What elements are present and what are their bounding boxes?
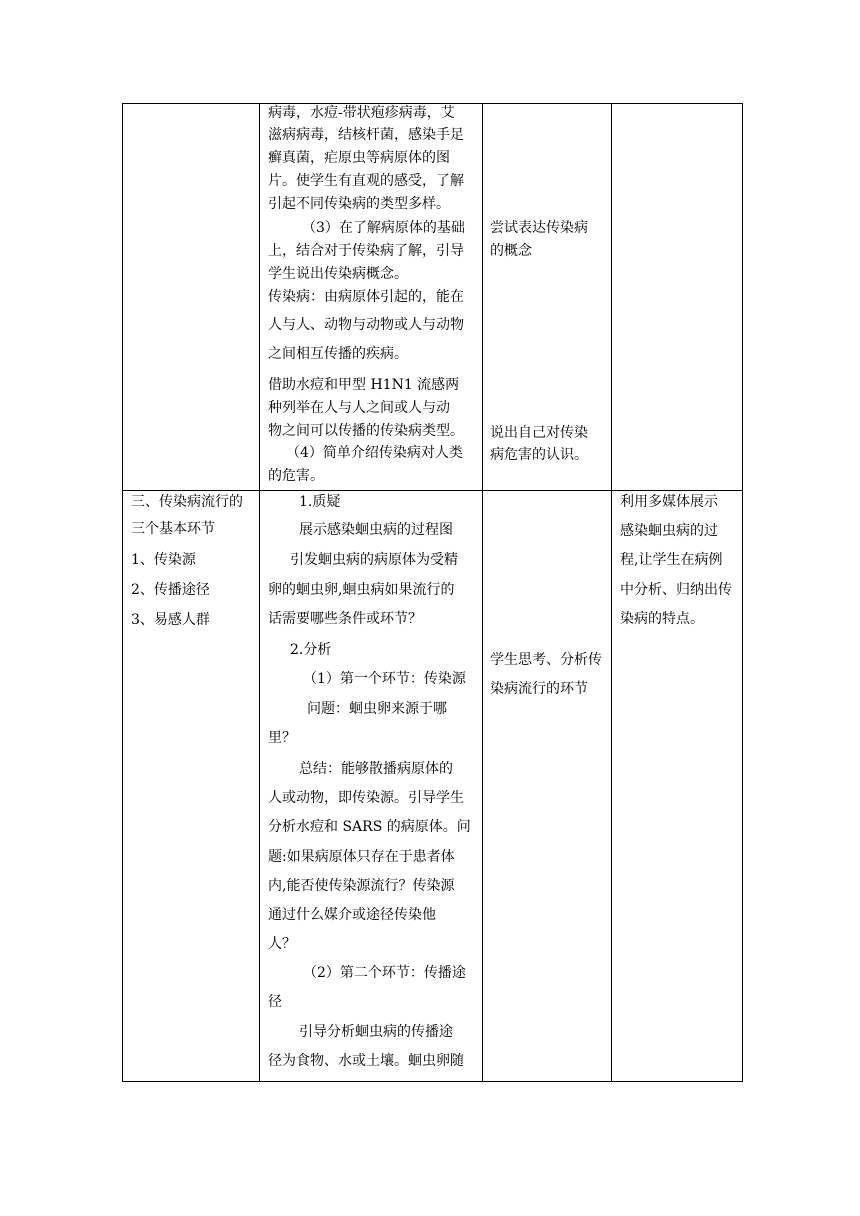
text-line: 引发蛔虫病的病原体为受精	[290, 552, 458, 568]
column-divider-2	[482, 103, 483, 1082]
text-line: 病危害的认识。	[490, 447, 588, 463]
text-line: 之间相互传播的疾病。	[268, 346, 408, 362]
text-line: 借助水痘和甲型 H1N1 流感两	[268, 377, 460, 393]
text-line: 话需要哪些条件或环节？	[268, 611, 422, 627]
text-line: 种列举在人与人之间或人与动	[268, 400, 450, 416]
text-line: 程,让学生在病例	[620, 552, 723, 568]
text-line: 中分析、归纳出传	[620, 582, 732, 598]
text-line: 学生思考、分析传	[490, 652, 602, 668]
list-item: 1、传染源	[131, 552, 196, 568]
text-line: 的危害。	[268, 468, 324, 484]
text-line: 径为食物、水或土壤。蛔虫卵随	[268, 1053, 464, 1069]
text-line: 里？	[268, 730, 296, 746]
text-line: 通过什么媒介或途径传染他	[268, 907, 436, 923]
table-bottom-border	[122, 1081, 743, 1082]
text-line: 人与人、动物与动物或人与动物	[268, 317, 464, 333]
column-divider-3	[611, 103, 612, 1082]
text-line: 总结：能够散播病原体的	[299, 761, 453, 777]
text-line: 问题：蛔虫卵来源于哪	[307, 701, 447, 717]
text-line: 利用多媒体展示	[620, 494, 718, 510]
text-line: 2.分析	[290, 642, 332, 658]
list-item: 2、传播途径	[131, 582, 210, 598]
text-line: 染病的特点。	[620, 611, 704, 627]
text-line: 上，结合对于传染病了解，引导	[268, 243, 464, 259]
text-line: 学生说出传染病概念。	[268, 266, 408, 282]
text-line: 内,能否使传染源流行？传染源	[268, 878, 455, 894]
text-line: 染病流行的环节	[490, 681, 588, 697]
text-line: 人？	[268, 936, 296, 952]
text-line: 1.质疑	[299, 494, 341, 510]
table-right-border	[742, 103, 743, 1082]
text-line: 尝试表达传染病	[490, 220, 588, 236]
text-line: 感染蛔虫病的过	[620, 523, 718, 539]
text-line: 传染病：由病原体引起的，能在	[268, 289, 464, 305]
text-line: 题:如果病原体只存在于患者体	[268, 849, 455, 865]
text-line: 径	[268, 994, 282, 1010]
text-line: 滋病病毒，结核杆菌，感染手足	[268, 127, 464, 143]
text-line: 病毒，水痘-带状疱疹病毒，艾	[268, 105, 455, 121]
column-divider-1	[259, 103, 260, 1082]
text-line: 物之间可以传播的传染病类型。	[268, 423, 464, 439]
list-item: 3、易感人群	[131, 612, 210, 628]
text-line: 的概念	[490, 243, 532, 259]
text-line: 说出自己对传染	[490, 425, 588, 441]
text-line: 癣真菌，疟原虫等病原体的图	[268, 150, 450, 166]
text-line: 引起不同传染病的类型多样。	[268, 196, 450, 212]
text-line: 引导分析蛔虫病的传播途	[299, 1024, 453, 1040]
text-line: （3）在了解病原体的基础	[302, 220, 465, 236]
text-line: （4）简单介绍传染病对人类	[286, 445, 463, 461]
section-heading: 三、传染病流行的	[131, 494, 243, 510]
text-line: （1）第一个环节：传染源	[303, 671, 466, 687]
text-line: 片。使学生有直观的感受，了解	[268, 173, 464, 189]
text-line: 人或动物，即传染源。引导学生	[268, 790, 464, 806]
text-line: （2）第二个环节：传播途	[303, 965, 466, 981]
text-line: 分析水痘和 SARS 的病原体。问	[268, 819, 471, 835]
text-line: 展示感染蛔虫病的过程图	[299, 522, 453, 538]
table-left-border	[122, 103, 123, 1082]
text-line: 卵的蛔虫卵,蛔虫病如果流行的	[268, 582, 455, 598]
section-heading: 三个基本环节	[131, 521, 215, 537]
